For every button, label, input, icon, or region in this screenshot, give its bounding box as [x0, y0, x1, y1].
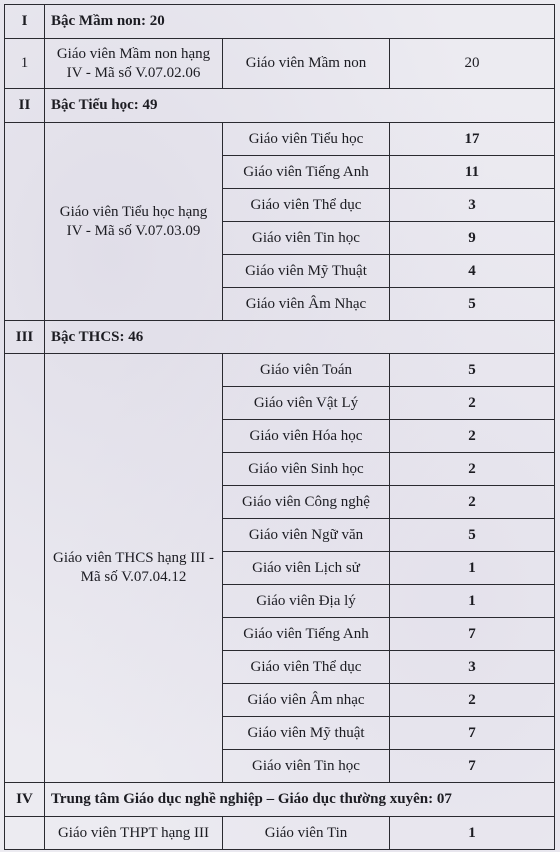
recruitment-table — [4, 4, 555, 850]
count-cell: 17 — [390, 123, 555, 156]
section-title: Trung tâm Giáo dục nghề nghiệp – Giáo dục thường xuyên: 07 — [45, 783, 555, 817]
section-number: III — [5, 321, 45, 354]
count-cell: 7 — [390, 717, 555, 750]
count-cell: 7 — [390, 618, 555, 651]
subject-cell: Giáo viên Tiếng Anh — [223, 156, 390, 189]
section-number: IV — [5, 783, 45, 817]
row-index — [5, 817, 45, 850]
subject-cell: Giáo viên Ngữ văn — [223, 519, 390, 552]
subject-cell: Giáo viên Mỹ Thuật — [223, 255, 390, 288]
count-cell: 5 — [390, 288, 555, 321]
count-cell: 2 — [390, 486, 555, 519]
subject-cell: Giáo viên Mỹ thuật — [223, 717, 390, 750]
subject-cell: Giáo viên Tin học — [223, 222, 390, 255]
table-row — [5, 817, 555, 850]
count-cell: 2 — [390, 453, 555, 486]
subject-cell: Giáo viên Sinh học — [223, 453, 390, 486]
position-cell: Giáo viên THPT hạng III — [45, 817, 223, 850]
subject-cell: Giáo viên Địa lý — [223, 585, 390, 618]
subject-cell: Giáo viên Tin học — [223, 750, 390, 783]
table-row — [5, 123, 555, 156]
table-row — [5, 39, 555, 89]
count-cell: 9 — [390, 222, 555, 255]
subject-cell: Giáo viên Công nghệ — [223, 486, 390, 519]
subject-cell: Giáo viên Âm Nhạc — [223, 288, 390, 321]
subject-cell: Giáo viên Âm nhạc — [223, 684, 390, 717]
subject-cell: Giáo viên Lịch sử — [223, 552, 390, 585]
row-index — [5, 123, 45, 321]
subject-cell: Giáo viên Tiếng Anh — [223, 618, 390, 651]
position-cell: Giáo viên Tiểu học hạng IV - Mã số V.07.03.09 — [45, 123, 223, 321]
subject-cell: Giáo viên Vật Lý — [223, 387, 390, 420]
count-cell: 1 — [390, 817, 555, 850]
section-number: I — [5, 5, 45, 39]
count-cell: 7 — [390, 750, 555, 783]
count-cell: 5 — [390, 354, 555, 387]
section-title: Bậc THCS: 46 — [45, 321, 555, 354]
count-cell: 1 — [390, 552, 555, 585]
subject-cell: Giáo viên Hóa học — [223, 420, 390, 453]
position-cell: Giáo viên Mầm non hạng IV - Mã số V.07.02.06 — [45, 39, 223, 89]
subject-cell: Giáo viên Mầm non — [223, 39, 390, 89]
count-cell: 3 — [390, 651, 555, 684]
row-index — [5, 354, 45, 783]
count-cell: 5 — [390, 519, 555, 552]
subject-cell: Giáo viên Thể dục — [223, 189, 390, 222]
section-header-row — [5, 321, 555, 354]
section-header-row — [5, 783, 555, 817]
row-index: 1 — [5, 39, 45, 89]
subject-cell: Giáo viên Tin — [223, 817, 390, 850]
section-header-row — [5, 89, 555, 123]
count-cell: 3 — [390, 189, 555, 222]
section-title: Bậc Tiểu học: 49 — [45, 89, 555, 123]
subject-cell: Giáo viên Toán — [223, 354, 390, 387]
count-cell: 4 — [390, 255, 555, 288]
table-row — [5, 354, 555, 387]
subject-cell: Giáo viên Tiểu học — [223, 123, 390, 156]
count-cell: 1 — [390, 585, 555, 618]
count-cell: 2 — [390, 387, 555, 420]
position-cell: Giáo viên THCS hạng III - Mã số V.07.04.12 — [45, 354, 223, 783]
section-header-row — [5, 5, 555, 39]
subject-cell: Giáo viên Thể dục — [223, 651, 390, 684]
count-cell: 20 — [390, 39, 555, 89]
section-title: Bậc Mầm non: 20 — [45, 5, 555, 39]
count-cell: 11 — [390, 156, 555, 189]
count-cell: 2 — [390, 684, 555, 717]
section-number: II — [5, 89, 45, 123]
count-cell: 2 — [390, 420, 555, 453]
